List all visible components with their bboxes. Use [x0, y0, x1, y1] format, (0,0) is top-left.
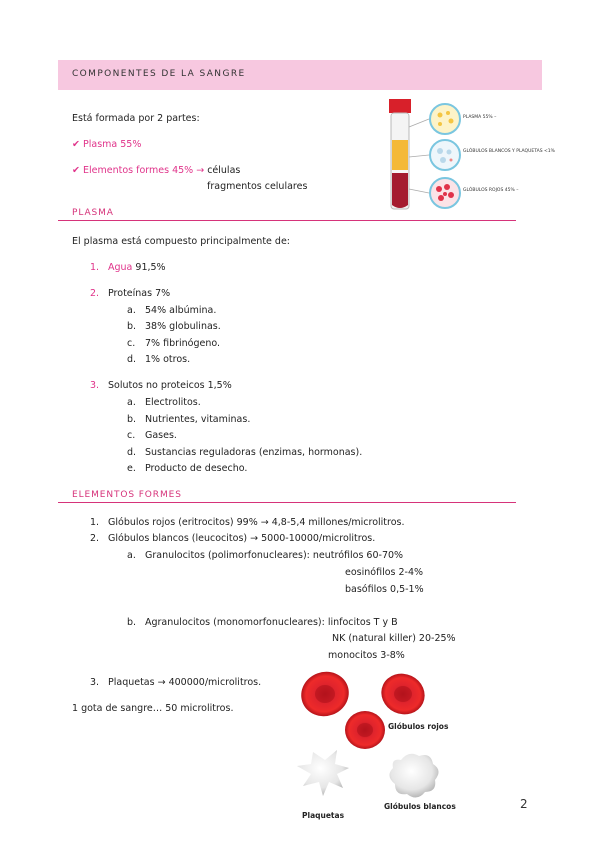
divider	[58, 220, 516, 221]
rbc-label: Glóbulos rojos	[388, 722, 449, 731]
wbc-label: Glóbulos blancos	[384, 802, 456, 811]
gota-text: 1 gota de sangre… 50 microlitros.	[72, 703, 234, 714]
check-icon: ✔	[72, 165, 80, 176]
list-item: 2. Glóbulos blancos (leucocitos) → 5000-10000/microlitros.	[90, 533, 376, 544]
monocitos: monocitos 3-8%	[328, 650, 405, 661]
elementos-fragments: fragmentos celulares	[207, 181, 308, 192]
list-item: b. Nutrientes, vitaminas.	[127, 414, 251, 425]
solutos-label: Solutos no proteicos 1,5%	[108, 380, 232, 391]
platelet	[297, 750, 349, 796]
tube-label-rbc: GLÓBULOS ROJOS 45% –	[463, 188, 519, 193]
list-item: c. 7% fibrinógeno.	[127, 338, 221, 349]
platelet-label: Plaquetas	[302, 811, 345, 820]
intro-text: Está formada por 2 partes:	[72, 113, 200, 124]
plasma-bullet	[72, 139, 141, 150]
white-blood-cell	[389, 754, 438, 798]
list-item: b. 38% globulinas.	[127, 321, 221, 332]
wbc-circle	[430, 140, 460, 170]
page-number: 2	[520, 797, 528, 811]
check-icon: ✔	[72, 139, 80, 150]
elementos-bullet	[72, 165, 240, 176]
plasma-item-proteinas	[90, 288, 170, 299]
granulocitos-item: a. Granulocitos (polimorfonucleares): neutrófilos 60-70%	[127, 550, 404, 561]
tube-cap	[389, 99, 411, 113]
elementos-bullet-label: Elementos formes 45% →	[83, 165, 208, 176]
elementos-section-title: ELEMENTOS FORMES	[72, 490, 182, 500]
list-item: c. Gases.	[127, 430, 177, 441]
page-title: COMPONENTES DE LA SANGRE	[72, 69, 246, 79]
plasma-section-title: PLASMA	[72, 208, 114, 218]
plasma-item-solutos	[90, 380, 232, 391]
blood-tube-diagram	[385, 97, 555, 215]
tube-empty	[392, 114, 408, 140]
list-item: d. Sustancias reguladoras (enzimas, hormonas).	[127, 447, 363, 458]
tube-rbc-layer	[392, 173, 408, 208]
list-item: 3. Plaquetas → 400000/microlitros.	[90, 677, 262, 688]
blood-cells-illustration	[285, 664, 485, 824]
agranulocitos-item: b. Agranulocitos (monomorfonucleares): linfocitos T y B	[127, 617, 398, 628]
basofilos: basófilos 0,5-1%	[345, 584, 424, 595]
agua-label: Agua	[108, 262, 133, 273]
plasma-circle	[430, 104, 460, 134]
list-item: a. 54% albúmina.	[127, 305, 217, 316]
plasma-item-agua	[90, 262, 166, 273]
list-number: 3.	[90, 380, 100, 391]
proteinas-label: Proteínas 7%	[108, 288, 171, 299]
plasma-intro: El plasma está compuesto principalmente de:	[72, 236, 290, 247]
tube-buffy-layer	[392, 170, 408, 173]
elementos-cells: células	[207, 165, 241, 176]
nk-cells: NK (natural killer) 20-25%	[332, 633, 456, 644]
agua-value: 91,5%	[132, 262, 166, 273]
tube-label-plasma: PLASMA 55% –	[463, 115, 497, 120]
eosinofilos: eosinófilos 2-4%	[345, 567, 424, 578]
tube-plasma-layer	[392, 140, 408, 170]
list-item: a. Electrolitos.	[127, 397, 201, 408]
list-item: 1. Glóbulos rojos (eritrocitos) 99% → 4,8-5,4 millones/microlitros.	[90, 517, 405, 528]
divider	[58, 502, 516, 503]
plasma-bullet-label: Plasma 55%	[83, 139, 142, 150]
list-item: d. 1% otros.	[127, 354, 191, 365]
list-number: 1.	[90, 262, 100, 273]
tube-label-wbc: GLÓBULOS BLANCOS Y PLAQUETAS <1%	[463, 149, 555, 154]
list-item: e. Producto de desecho.	[127, 463, 248, 474]
list-number: 2.	[90, 288, 100, 299]
